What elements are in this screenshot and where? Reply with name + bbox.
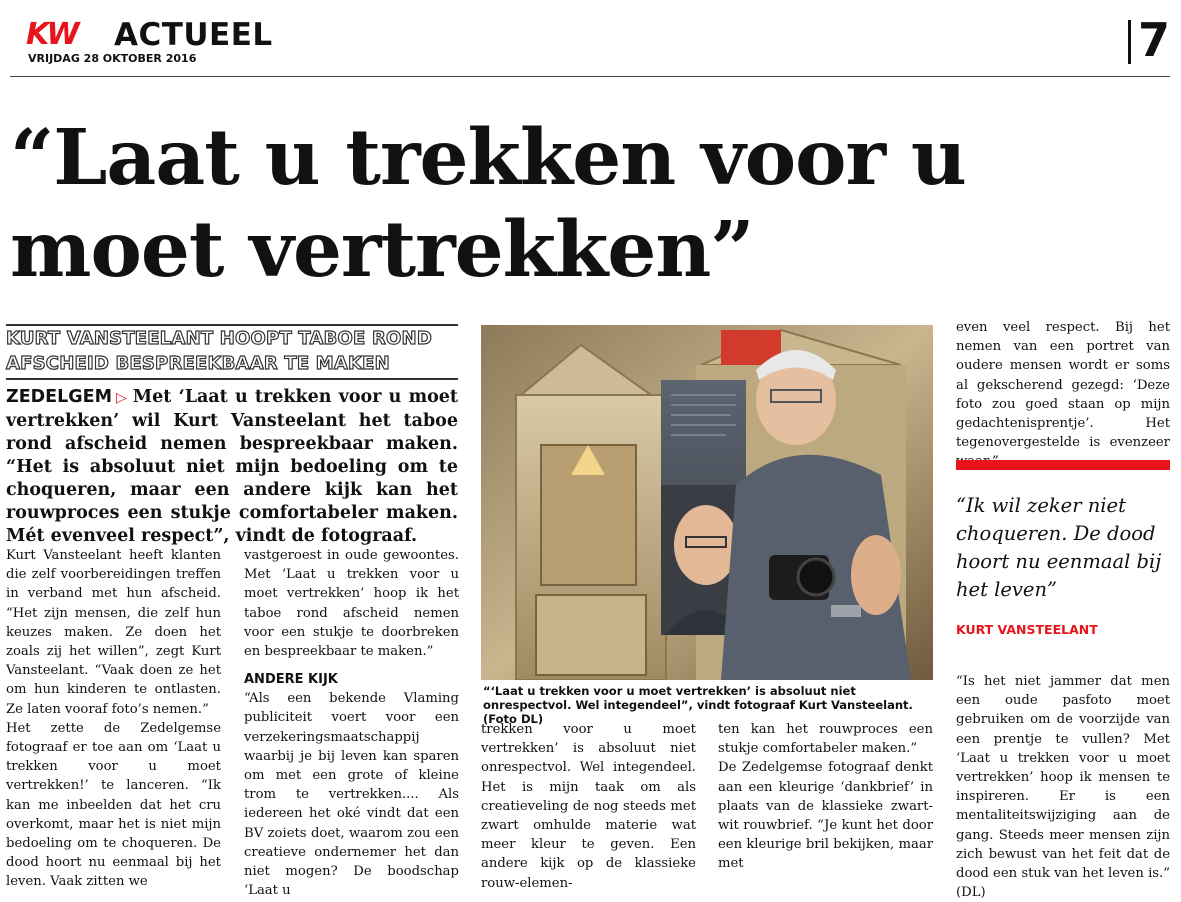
paragraph: trekken voor u moet vertrekken’ is absoluut niet onrespectvol. Wel integendeel. Het is mijn taak om als creatieveling de nog steeds met zwart omhulde materie wat meer kleur te geven. Een andere kijk op de klassieke rouw-elemen- xyxy=(481,722,696,891)
paragraph: Het zette de Zedelgemse fotograaf er toe aan om ‘Laat u trekken voor u moet vertrekken!’ te lanceren. “Ik kan me inbeelden dat het cru overkomt, maar het is niet mijn bedoeling om te choqueren. De dood hoort nu eenmaal bij het leven. Vaak zitten we xyxy=(6,720,221,890)
paragraph: De Zedelgemse fotograaf denkt aan een kleurige ‘dankbrief’ in plaats van de klassieke zwart-wit rouwbrief. “Je kunt het door een kleurige bril bekijken, maar met xyxy=(718,760,933,872)
paragraph: “Als een bekende Vlaming publiciteit voert voor een verzekeringsmaatschappij waarbij je bij leven kan sparen om met een grote of kleine trom te vertrekken.... Als iedereen het oké vindt dat een BV zoiets doet, waarom zou een creatieve ondernemer het dan niet mogen? De boodschap ‘Laat u xyxy=(244,691,459,899)
paragraph: “Is het niet jammer dat men een oude pasfoto moet gebruiken om de voorzijde van een prentje te vullen? Met ‘Laat u trekken voor u moet vertrekken’ hoop ik mensen te inspireren. Er is een mentaliteitswijziging aan de gang. Steeds meer mensen zijn zich bewust van het feit dat de dood een stuk van het leven is.” (DL) xyxy=(956,674,1170,901)
paragraph: Kurt Vansteelant heeft klanten die zelf voorbereidingen treffen in verband met hun afscheid. “Het zijn mensen, die zelf hun keuzes maken. Ze doen het zoals zij het willen”, zegt Kurt Vansteelant. “Vaak doen ze het om hun kinderen te ontlasten. Ze laten vooraf foto’s nemen.” xyxy=(6,548,221,717)
page-number: 7 xyxy=(1138,13,1171,67)
body-column-5-bottom xyxy=(956,672,1170,902)
kicker xyxy=(6,324,458,380)
lede xyxy=(6,386,458,548)
page-number-divider xyxy=(1128,20,1131,64)
play-arrow-icon: ▷ xyxy=(116,390,127,406)
headline: “Laat u trekken voor u moet vertrekken” xyxy=(10,113,966,295)
photo-image xyxy=(481,325,933,680)
photo xyxy=(481,325,933,680)
kicker-line-2: AFSCHEID BESPREEKBAAR TE MAKEN xyxy=(6,351,458,376)
kw-logo: KW xyxy=(26,17,78,52)
paragraph: ten kan het rouwproces een stukje comfortabeler maken.” xyxy=(718,722,933,757)
body-column-5-top xyxy=(956,318,1170,472)
dateline: ZEDELGEM xyxy=(6,387,113,407)
body-column-2 xyxy=(244,546,459,900)
section-title: ACTUEEL xyxy=(114,17,273,53)
pullquote-author: KURT VANSTEELANT xyxy=(956,622,1098,637)
kicker-line-1: KURT VANSTEELANT HOOPT TABOE ROND xyxy=(6,326,458,351)
paragraph: vastgeroest in oude gewoontes. Met ‘Laat u trekken voor u moet vertrekken’ hoop ik het taboe rond afscheid nemen voor een stukje te doorbreken en bespreekbaar te maken.” xyxy=(244,548,459,660)
subhead: ANDERE KIJK xyxy=(244,672,338,688)
pullquote: “Ik wil zeker niet choqueren. De dood hoort nu eenmaal bij het leven” xyxy=(956,494,1162,601)
masthead-rule xyxy=(10,76,1170,77)
body-column-3 xyxy=(481,720,696,893)
photo-caption: “‘Laat u trekken voor u moet vertrekken’ is absoluut niet onrespectvol. Wel integendeel”, vindt fotograaf Kurt Vansteelant. (Foto DL) xyxy=(483,684,913,726)
issue-date: VRIJDAG 28 OKTOBER 2016 xyxy=(28,52,197,65)
lede-text: Met ‘Laat u trekken voor u moet vertrekken’ wil Kurt Vansteelant het taboe rond afscheid nemen bespreekbaar maken. “Het is absoluut niet mijn bedoeling om te choqueren, maar een andere kijk kan het rouwproces een stukje comfortabeler maken. Mét evenveel respect”, vindt de fotograaf. xyxy=(6,387,458,546)
body-column-1 xyxy=(6,546,221,892)
paragraph: even veel respect. Bij het nemen van een portret van oudere mensen wordt er soms al gekscherend gezegd: ‘Deze foto zou goed staan op mijn gedachtenisprentje’. Het tegenovergestelde is evenzeer xyxy=(956,320,1170,451)
pullquote-bar xyxy=(956,460,1170,470)
body-column-4 xyxy=(718,720,933,874)
